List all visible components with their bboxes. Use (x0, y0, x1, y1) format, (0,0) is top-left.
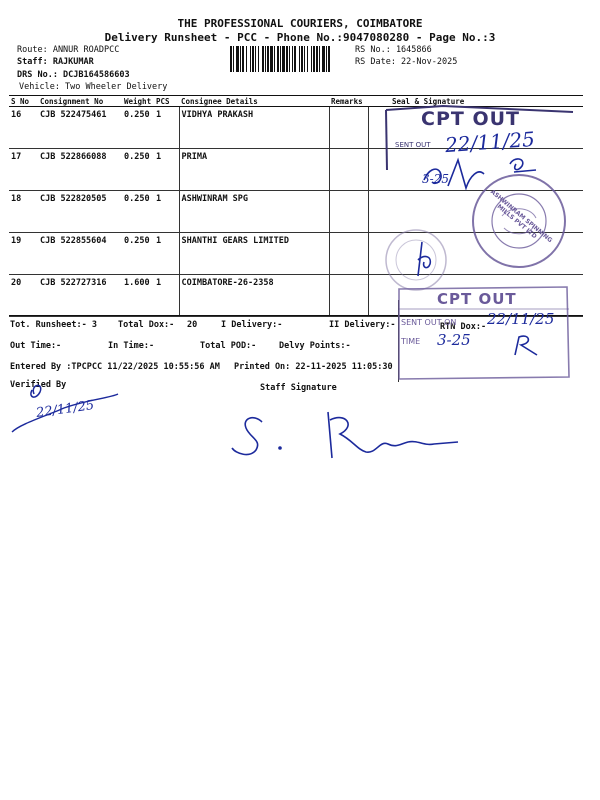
cell-weight: 1.600 (122, 275, 154, 317)
out-time: Out Time:- (10, 341, 62, 351)
cpt-out-text-2: CPT OUT (437, 290, 517, 308)
total-dox-label: Total Dox:- (118, 320, 175, 330)
verified-signature (6, 378, 126, 442)
cell-sno: 17 (9, 149, 38, 191)
vehicle-label: Vehicle: Two Wheeler Delivery (19, 82, 168, 92)
cell-pcs: 1 (154, 233, 179, 275)
cell-consignment: CJB 522727316 (38, 275, 122, 317)
rtn-dox: RTN Dox:- (440, 322, 487, 332)
cell-consignee: SHANTHI GEARS LIMITED (179, 233, 329, 275)
i-delivery: I Delivery:- (221, 320, 283, 330)
header-consignee: Consignee Details (179, 96, 329, 107)
stamp-date-2: 22/11/25 (487, 310, 555, 328)
drs-number: DRS No.: DCJB164586603 (17, 70, 130, 80)
cell-pcs: 1 (154, 275, 179, 317)
route-label: Route: ANNUR ROADPCC (17, 45, 120, 55)
cell-remarks (329, 233, 368, 275)
cell-sno: 19 (9, 233, 38, 275)
cell-pcs: 1 (154, 191, 179, 233)
printed-on: Printed On: 22-11-2025 11:05:30 (234, 362, 393, 372)
cell-consignee: COIMBATORE-26-2358 (179, 275, 329, 317)
barcode (230, 46, 351, 72)
staff-label: Staff: RAJKUMAR (17, 57, 94, 67)
header-sno: S No (9, 96, 38, 107)
company-title: THE PROFESSIONAL COURIERS, COIMBATORE (177, 17, 423, 30)
in-time: In Time:- (108, 341, 155, 351)
staff-signature-label: Staff Signature (260, 383, 337, 393)
staff-signature (228, 404, 468, 464)
receiver-signature-1 (418, 150, 558, 198)
receiver-initial (509, 333, 543, 359)
cell-consignment: CJB 522866088 (38, 149, 122, 191)
time-text-2: TIME (401, 337, 421, 346)
round-seal-text: ASHWINRAM SPINNING MILLS PVT LTD (488, 188, 554, 245)
total-pod: Total POD:- (200, 341, 257, 351)
total-dox-value: 20 (187, 320, 198, 330)
cpt-out-stamp-2 (397, 285, 579, 381)
verified-by-label: Verified By (10, 380, 67, 390)
cell-consignment: CJB 522855604 (38, 233, 122, 275)
cell-remarks (329, 149, 368, 191)
cell-consignment: CJB 522820505 (38, 191, 122, 233)
rs-date: RS Date: 22-Nov-2025 (355, 57, 458, 67)
cell-consignment: CJB 522475461 (38, 107, 122, 149)
cpt-out-text-1: CPT OUT (421, 108, 520, 130)
cell-consignee: ASHWINRAM SPG (179, 191, 329, 233)
barcode-bar (328, 46, 330, 72)
cell-weight: 0.250 (122, 149, 154, 191)
header-consignment: Consignment No (38, 96, 122, 107)
cell-weight: 0.250 (122, 191, 154, 233)
header-weight: Weight (122, 96, 154, 107)
receiver-signature-2 (408, 238, 448, 278)
rs-number: RS No.: 1645866 (355, 45, 432, 55)
sent-out-text-1: SENT OUT (395, 141, 431, 149)
tot-runsheet: Tot. Runsheet:- 3 (10, 320, 97, 330)
cell-remarks (329, 107, 368, 149)
cell-pcs: 1 (154, 107, 179, 149)
cell-consignee: VIDHYA PRAKASH (179, 107, 329, 149)
cell-weight: 0.250 (122, 233, 154, 275)
delvy-points: Delvy Points:- (279, 341, 351, 351)
entered-by: Entered By :TPCPCC 11/22/2025 10:55:56 AM (10, 362, 220, 372)
cell-weight: 0.250 (122, 107, 154, 149)
cell-pcs: 1 (154, 149, 179, 191)
cell-remarks (329, 191, 368, 233)
cell-sno: 16 (9, 107, 38, 149)
stamp-count-2: 3-25 (437, 331, 471, 349)
header-seal-signature: Seal & Signature (368, 96, 583, 107)
stamp-date-1: 22/11/25 (444, 126, 536, 158)
cell-sno: 18 (9, 191, 38, 233)
cell-remarks (329, 275, 368, 317)
cell-sno: 20 (9, 275, 38, 317)
cell-consignee: PRIMA (179, 149, 329, 191)
header-remarks: Remarks (329, 96, 368, 107)
ii-delivery: II Delivery:- (329, 320, 396, 330)
stamp-count-1: 3-25 (422, 172, 449, 186)
runsheet-subtitle: Delivery Runsheet - PCC - Phone No.:9047080280 - Page No.:3 (104, 31, 496, 44)
header-pcs: PCS (154, 96, 179, 107)
verified-date: 22/11/25 (35, 398, 96, 421)
sent-out-text-2: SENT OUT ON (401, 318, 457, 327)
